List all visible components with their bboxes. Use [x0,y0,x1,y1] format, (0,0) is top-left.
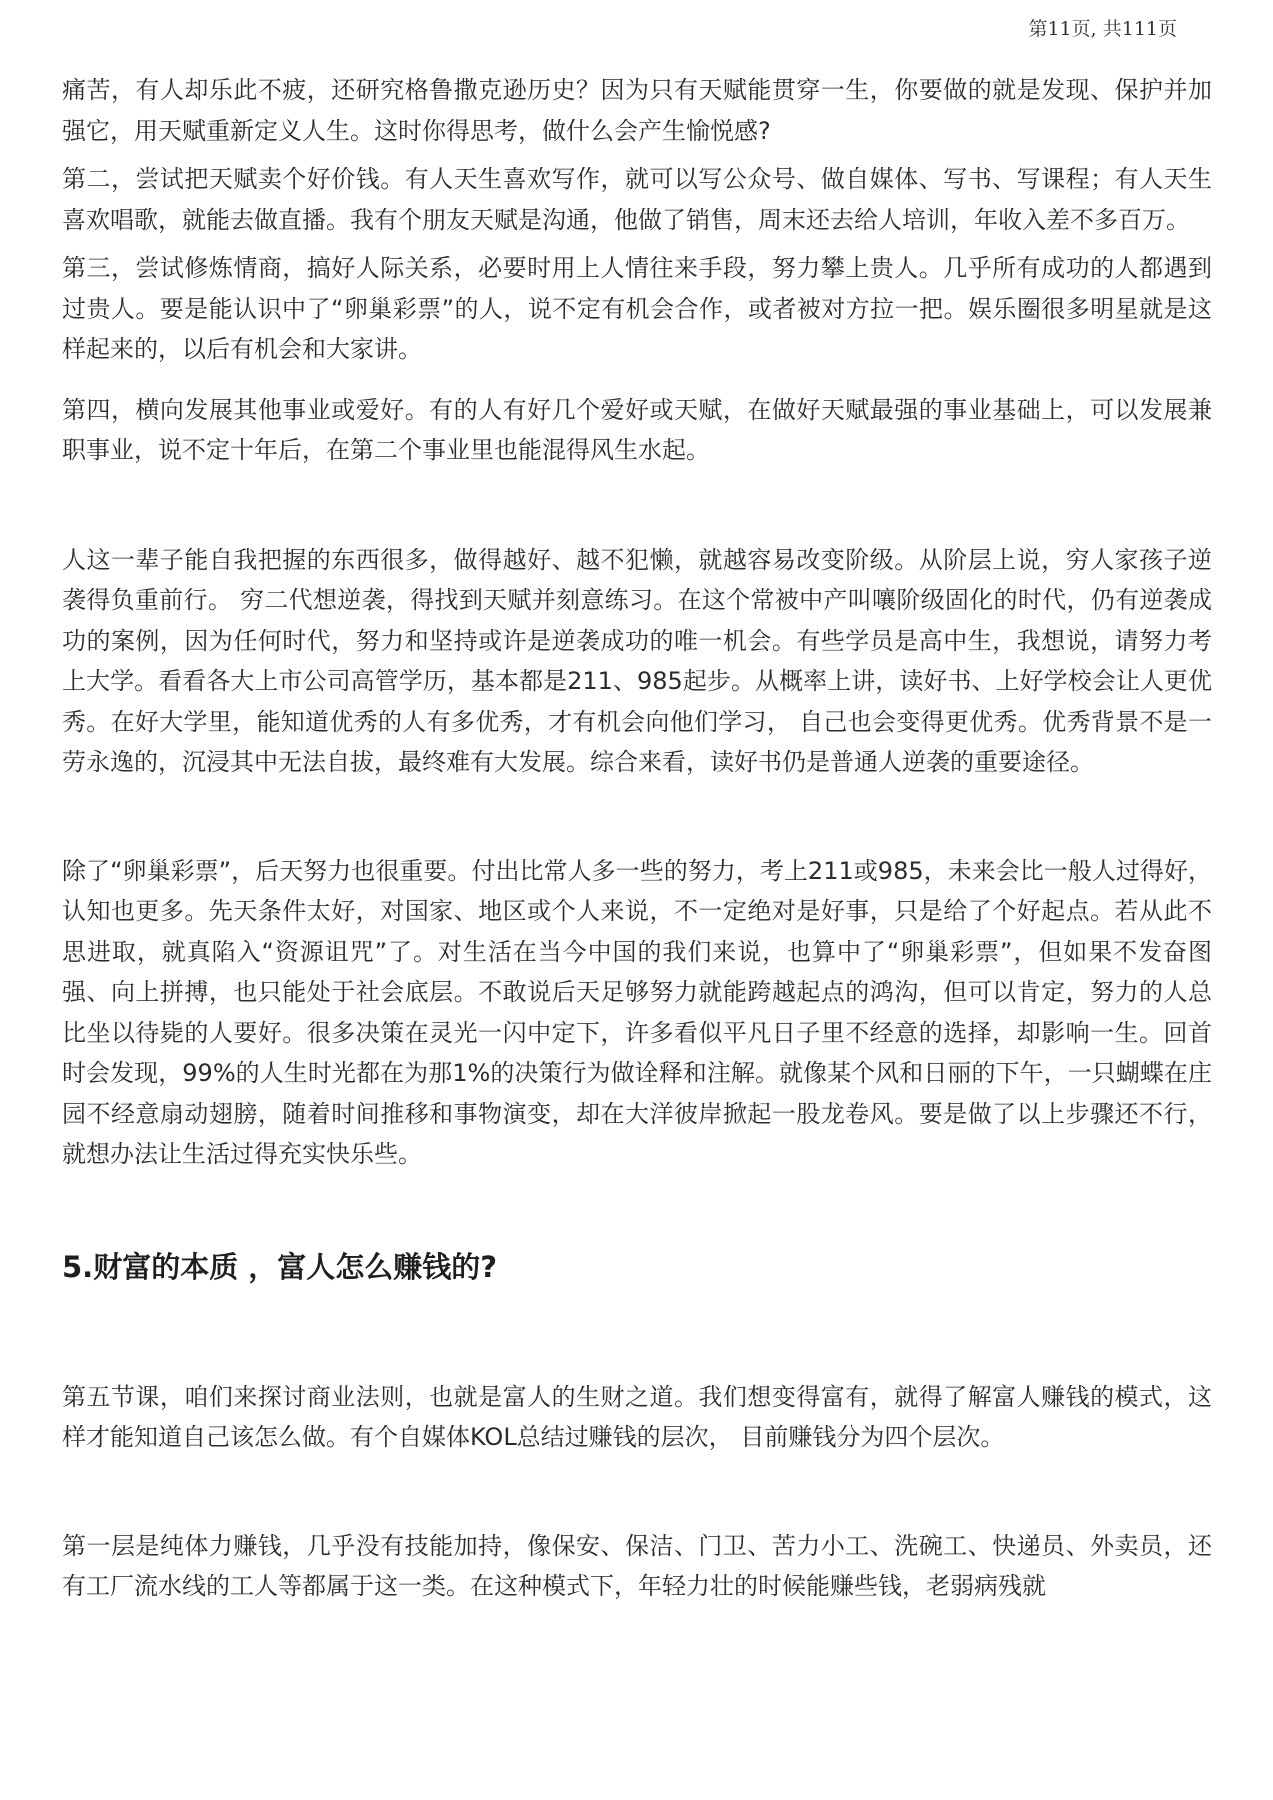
page-number: 第11页, 共111页 [1028,18,1177,40]
section-heading: 5.财富的本质 ，富人怎么赚钱的? [62,1249,498,1284]
paragraph-5: 人这一辈子能自我把握的东西很多，做得越好、越不犯懒，就越容易改变阶级。从阶层上说，穷人家孩子逆袭得负重前行。 穷二代想逆袭，得找到天赋并刻意练习。在这个常被中产叫嚷阶级固化的时代，仍有逆袭成功的案例，因为任何时代，努力和坚持或许是逆袭成功的唯一机会。有些学员是高中生，我想说，请努力考上大学。看看各大上市公司高管学历，基本都是211、985起步。从概率上讲，读好书、上好学校会让人更优秀。在好大学里，能知道优秀的人有多优秀，才有机会向他们学习， 自己也会变得更优秀。优秀背景不是一劳永逸的，沉浸其中无法自拔，最终难有大发展。综合来看，读好书仍是普通人逆袭的重要途径。 [62,545,1212,776]
paragraph-2: 第二，尝试把天赋卖个好价钱。有人天生喜欢写作，就可以写公众号、做自媒体、写书、写课程；有人天生喜欢唱歌，就能去做直播。我有个朋友天赋是沟通，他做了销售，周末还去给人培训，年收入差不多百万。 [62,165,1212,234]
document-body [62,70,1212,1607]
paragraph-1: 痛苦，有人却乐此不疲，还研究格鲁撒克逊历史？因为只有天赋能贯穿一生，你要做的就是发现、保护并加强它，用天赋重新定义人生。这时你得思考，做什么会产生愉悦感? [62,76,1212,145]
paragraph-8: 第一层是纯体力赚钱，几乎没有技能加持，像保安、保洁、门卫、苦力小工、洗碗工、快递员、外卖员，还有工厂流水线的工人等都属于这一类。在这种模式下，年轻力壮的时候能赚些钱，老弱病残就 [62,1531,1212,1600]
paragraph-4: 第四，横向发展其他事业或爱好。有的人有好几个爱好或天赋，在做好天赋最强的事业基础上，可以发展兼职事业，说不定十年后，在第二个事业里也能混得风生水起。 [62,395,1212,464]
paragraph-6: 除了“卵巢彩票”，后天努力也很重要。付出比常人多一些的努力，考上211或985，未来会比一般人过得好，认知也更多。先天条件太好，对国家、地区或个人来说，不一定绝对是好事，只是给了个好起点。若从此不思进取，就真陷入“资源诅咒”了。对生活在当今中国的我们来说，也算中了“卵巢彩票”，但如果不发奋图强、向上拼搏，也只能处于社会底层。不敢说后天足够努力就能跨越起点的鸿沟，但可以肯定，努力的人总比坐以待毙的人要好。很多决策在灵光一闪中定下，许多看似平凡日子里不经意的选择，却影响一生。回首时会发现，99%的人生时光都在为那1%的决策行为做诠释和注解。就像某个风和日丽的下午，一只蝴蝶在庄园不经意扇动翅膀，随着时间推移和事物演变，却在大洋彼岸掀起一股龙卷风。要是做了以上步骤还不行，就想办法让生活过得充实快乐些。 [62,856,1212,1168]
paragraph-7: 第五节课，咱们来探讨商业法则，也就是富人的生财之道。我们想变得富有，就得了解富人赚钱的模式，这样才能知道自己该怎么做。有个自媒体KOL总结过赚钱的层次， 目前赚钱分为四个层次。 [62,1382,1212,1451]
paragraph-3: 第三，尝试修炼情商，搞好人际关系，必要时用上人情往来手段，努力攀上贵人。几乎所有成功的人都遇到过贵人。要是能认识中了“卵巢彩票”的人，说不定有机会合作，或者被对方拉一把。娱乐圈很多明星就是这样起来的，以后有机会和大家讲。 [62,254,1212,363]
